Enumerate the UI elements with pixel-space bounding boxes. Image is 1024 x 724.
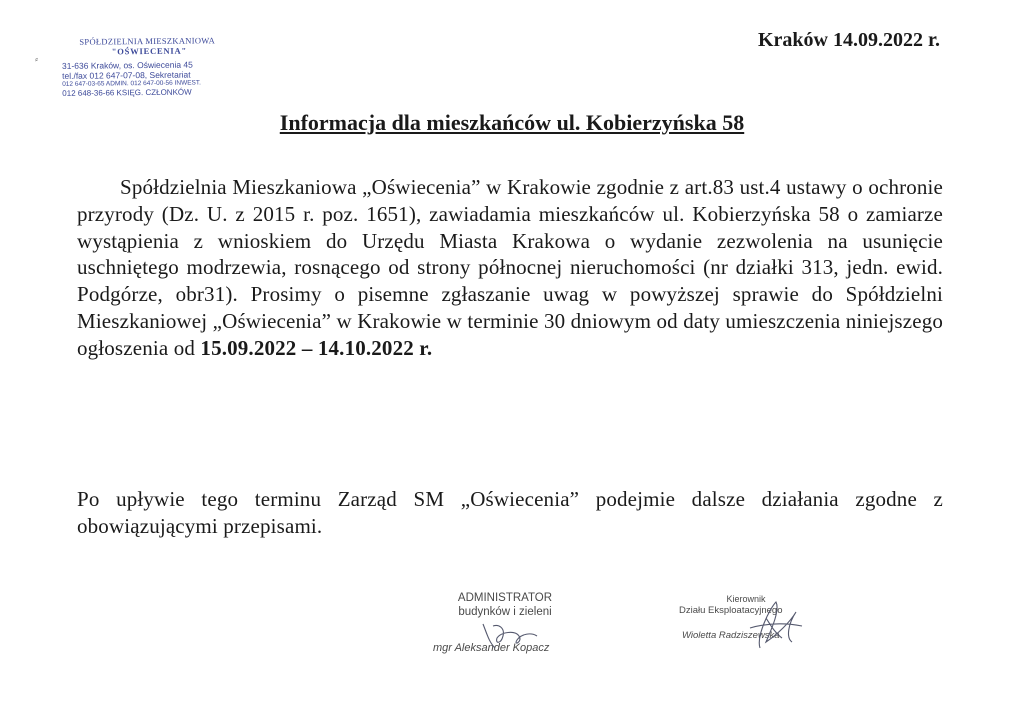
document-date: Kraków 14.09.2022 r.	[757, 29, 940, 51]
administrator-title: ADMINISTRATOR	[457, 592, 553, 604]
stamp-address: 31-636 Kraków, os. Oświecenia 45	[61, 59, 193, 71]
administrator-subtitle: budynków i zieleni	[458, 606, 552, 618]
stamp-phone-admin: 012 647-03-65 ADMIN. 012 647-00-56 INWEST.	[62, 79, 201, 88]
document-title: Informacja dla mieszkańców ul. Kobierzyńska 58	[279, 110, 745, 135]
stamp-phone-secretariat: tel./fax 012 647-07-08, Sekretariat	[62, 69, 191, 81]
cooperative-stamp	[62, 35, 238, 99]
body-paragraph-1	[77, 174, 943, 362]
body-paragraph-2: Po upływie tego terminu Zarząd SM „Oświecenia” podejmie dalsze działania zgodne z obowiązującymi przepisami.	[77, 487, 943, 538]
margin-mark: ⸗	[35, 54, 38, 64]
notice-period-dates: 15.09.2022 – 14.10.2022 r.	[200, 335, 433, 360]
stamp-phone-accounting: 012 648-36-66 KSIĘG. CZŁONKÓW	[62, 87, 192, 98]
manager-department: Działu Eksploatacyjnego	[679, 605, 783, 616]
manager-name: Wioletta Radziszewska	[682, 630, 780, 641]
administrator-signature	[475, 614, 545, 654]
stamp-line-2: "OŚWIECENIA"	[111, 45, 188, 57]
paragraph-1-text: Spółdzielnia Mieszkaniowa „Oświecenia” w Krakowie zgodnie z art.83 ust.4 ustawy o ochronie przyrody (Dz. U. z 2015 r. poz. 1651), zawiadamia mieszkańców ul. Kobierzyńska 58 o zamiarze wystąpienia z wnioskiem do Urzędu Miasta Krakowa o wydanie zezwolenia na usunięcie uschniętego modrzewia, rosnącego od strony północnej nieruchomości (nr działki 313, jedn. ewid. Podgórze, obr31). Prosimy o pisemne zgłaszanie uwag w powyższej sprawie do Spółdzielni Mieszkaniowej „Oświecenia” w Krakowie w terminie 30 dniowym od daty umieszczenia niniejszego ogłoszenia od	[77, 175, 943, 360]
administrator-name: mgr Aleksander Kopacz	[433, 642, 550, 654]
manager-signature	[730, 598, 810, 653]
manager-title: Kierownik	[726, 594, 766, 604]
stamp-line-1: SPÓŁDZIELNIA MIESZKANIOWA	[79, 35, 216, 47]
signature-block-manager	[672, 594, 812, 641]
signature-block-administrator	[430, 592, 580, 654]
